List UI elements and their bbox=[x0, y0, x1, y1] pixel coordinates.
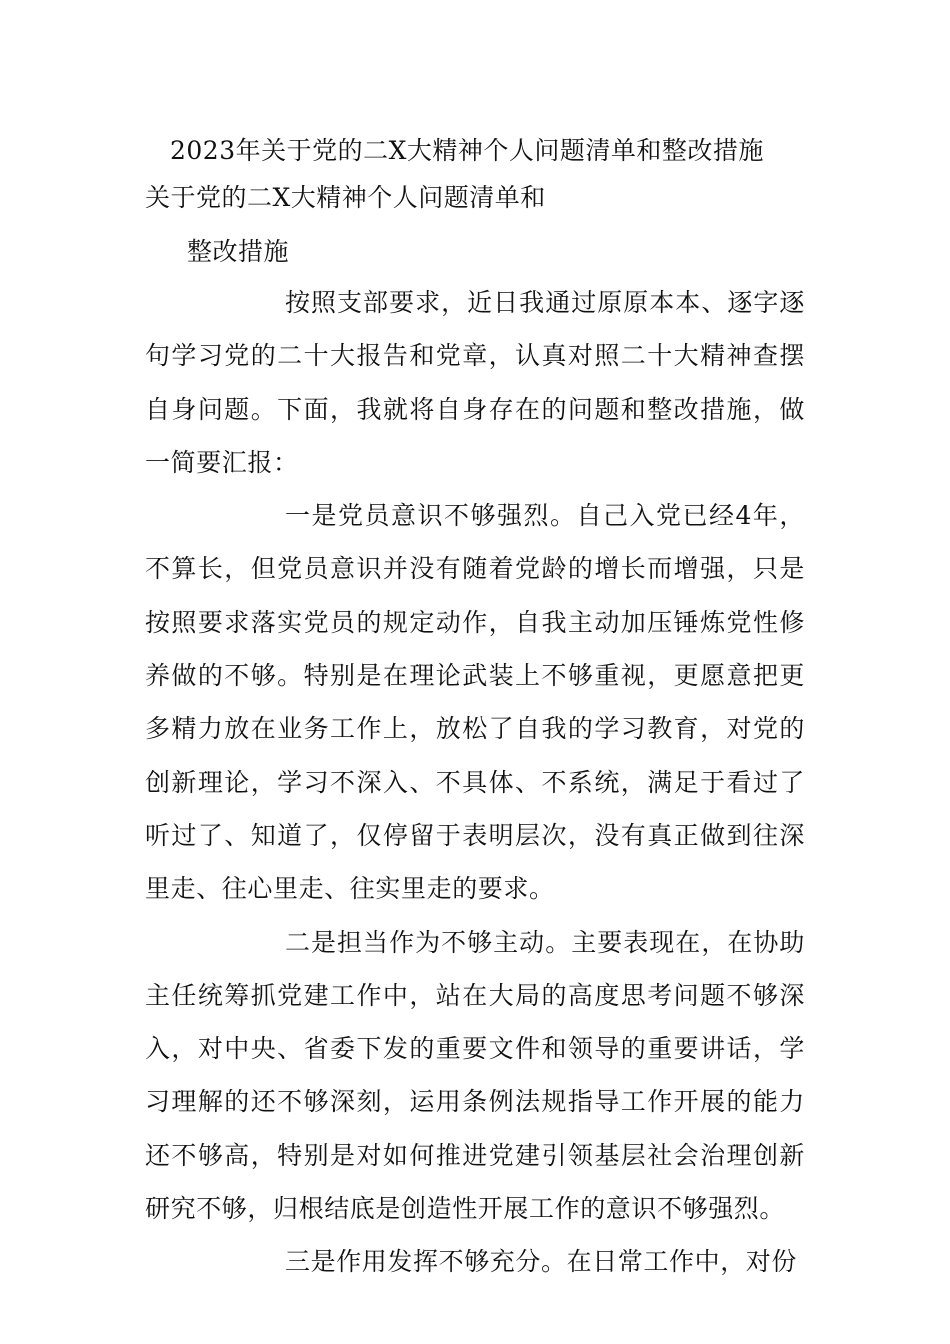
document-body bbox=[145, 276, 805, 1289]
paragraph-issue-1: 一是党员意识不够强烈。自己入党已经4年，不算长，但党员意识并没有随着党龄的增长而增强，只是按照要求落实党员的规定动作，自我主动加压锤炼党性修养做的不够。特别是在理论武装上不够重视，更愿意把更多精力放在业务工作上，放松了自我的学习教育，对党的创新理论，学习不深入、不具体、不系统，满足于看过了听过了、知道了，仅停留于表明层次，没有真正做到往深里走、往心里走、往实里走的要求。 bbox=[145, 501, 805, 904]
paragraph-intro: 按照支部要求，近日我通过原原本本、逐字逐句学习党的二十大报告和党章，认真对照二十大精神查摆自身问题。下面，我就将自身存在的问题和整改措施，做一简要汇报： bbox=[145, 288, 805, 477]
paragraph-issue-3: 三是作用发挥不够充分。在日常工作中，对份 bbox=[285, 1247, 798, 1277]
paragraph-issue-2: 二是担当作为不够主动。主要表现在，在协助主任统筹抓党建工作中，站在大局的高度思考问题不够深入，对中央、省委下发的重要文件和领导的重要讲话，学习理解的还不够深刻，运用条例法规指导工作开展的能力还不够高，特别是对如何推进党建引领基层社会治理创新研究不够，归根结底是创造性开展工作的意识不够强烈。 bbox=[145, 927, 805, 1224]
document-title-line-1: 2023年关于党的二X大精神个人问题清单和整改措施 bbox=[170, 136, 764, 165]
document-title-line-2: 关于党的二X大精神个人问题清单和 bbox=[145, 183, 546, 212]
document-title-line-3: 整改措施 bbox=[187, 237, 290, 266]
